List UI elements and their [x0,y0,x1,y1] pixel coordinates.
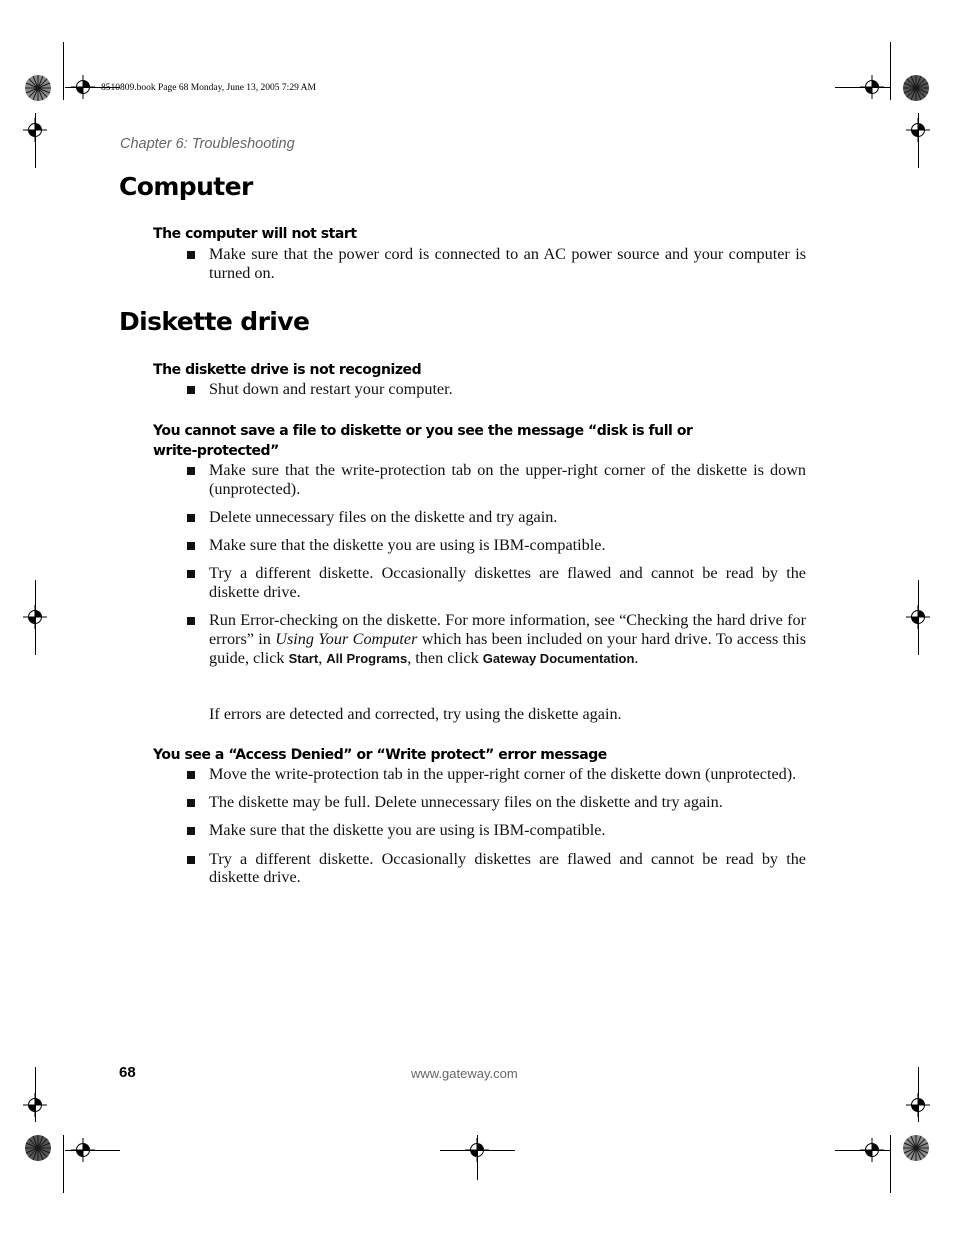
topic-heading: You see a “Access Denied” or “Write protect” error message [153,747,607,763]
list-item-text: Shut down and restart your computer. [209,380,453,398]
star-target-icon [902,74,930,102]
square-bullet-icon [187,799,195,807]
registration-mark-icon [23,1093,47,1117]
star-target-icon [24,74,52,102]
registration-mark-icon [906,1093,930,1117]
list-item [186,611,806,668]
footer-url: www.gateway.com [411,1066,518,1081]
list-item [186,850,806,888]
square-bullet-icon [187,617,195,625]
list-item-text: which has been included on your hard drive. To access this guide, click [209,630,806,667]
square-bullet-icon [187,827,195,835]
square-bullet-icon [187,542,195,550]
registration-mark-icon [465,1138,489,1162]
page-number: 68 [119,1064,136,1081]
list-item-text: The diskette may be full. Delete unnecessary files on the diskette and try again. [209,793,723,812]
list-item [186,461,806,499]
section-title-diskette-drive: Diskette drive [119,307,310,336]
square-bullet-icon [187,570,195,578]
list-item-text: Make sure that the diskette you are using is IBM-compatible. [209,821,606,840]
running-head: Chapter 6: Troubleshooting [120,136,295,152]
star-target-icon [24,1134,52,1162]
list-item-text: Try a different diskette. Occasionally diskettes are flawed and cannot be read by the diskette drive. [209,849,806,887]
list-item [186,380,806,399]
ui-label-all-programs: All Programs [326,650,408,666]
followup-paragraph: If errors are detected and corrected, try using the diskette again. [209,705,622,723]
list-item-text: Make sure that the write-protection tab on the upper-right corner of the diskette is down (unprotected). [209,461,806,498]
registration-mark-icon [860,1138,884,1162]
registration-mark-icon [906,605,930,629]
crop-line [63,42,64,100]
bullet-list [186,380,806,399]
sentence-end: . [634,648,639,667]
topic-heading: The diskette drive is not recognized [153,362,422,378]
list-item [186,765,806,784]
square-bullet-icon [187,467,195,475]
bullet-list [186,765,806,887]
star-target-icon [902,1134,930,1162]
bullet-list [186,461,806,669]
list-item [186,536,806,555]
print-slug: 8510809.book Page 68 Monday, June 13, 2005 7:29 AM [101,83,316,93]
list-item-text: Try a different diskette. Occasionally diskettes are flawed and cannot be read by the diskette drive. [209,564,806,602]
bullet-list [186,245,806,283]
square-bullet-icon [187,386,195,394]
list-item [186,564,806,602]
section-title-computer: Computer [119,172,253,201]
list-item [186,821,806,840]
registration-mark-icon [906,118,930,142]
list-item [186,793,806,812]
topic-heading: You cannot save a file to diskette or you see the message “disk is full or write-protected” [153,423,693,459]
list-item-text: Delete unnecessary files on the diskette and try again. [209,507,558,526]
ui-label-gateway-documentation: Gateway Documentation [482,650,635,666]
registration-mark-icon [23,605,47,629]
square-bullet-icon [187,251,195,259]
list-item-text: Move the write-protection tab in the upper-right corner of the diskette down (unprotected). [209,765,797,783]
list-item-text: Make sure that the diskette you are using is IBM-compatible. [209,536,606,555]
square-bullet-icon [187,514,195,522]
registration-mark-icon [860,75,884,99]
list-item [186,245,806,283]
crop-line [63,1135,64,1193]
square-bullet-icon [187,856,195,864]
list-item-text: Make sure that the power cord is connected to an AC power source and your computer is turned on. [209,245,806,282]
registration-mark-icon [23,118,47,142]
registration-mark-icon [71,75,95,99]
list-item-text: Run Error-checking on the diskette. For more information, see “Checking the hard drive for errors” in [209,611,806,649]
square-bullet-icon [187,771,195,779]
book-title: Using Your Computer [275,630,418,649]
crop-line [890,1135,891,1193]
registration-mark-icon [71,1138,95,1162]
ui-label-start: Start [288,650,319,666]
crop-line [890,42,891,100]
separator: , [318,648,327,667]
topic-heading: The computer will not start [153,226,357,242]
list-item [186,508,806,527]
separator: , then click [407,648,483,667]
